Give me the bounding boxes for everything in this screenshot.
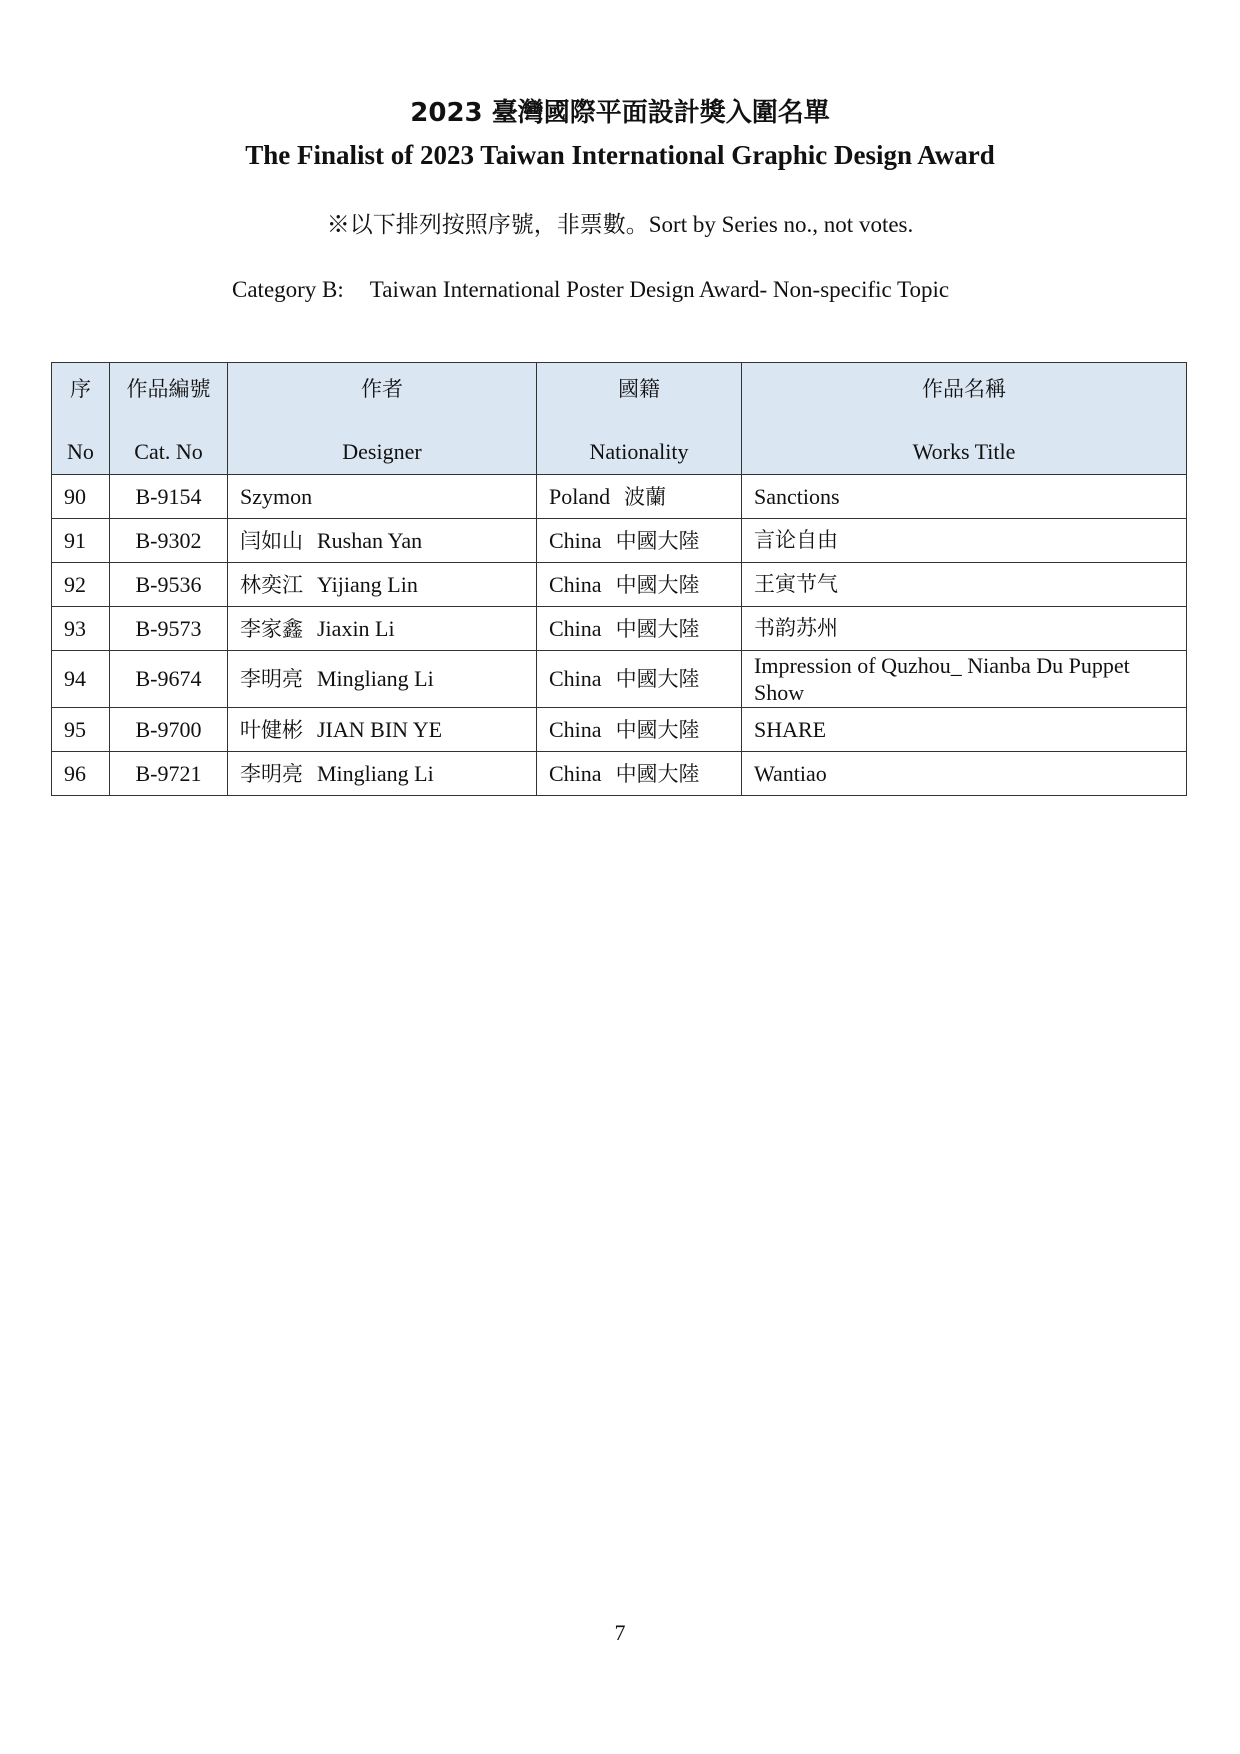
table-row xyxy=(52,563,1187,607)
cell-works-title: 王寅节气 xyxy=(742,563,1187,607)
cell-nationality: China 中國大陸 xyxy=(537,708,742,752)
cell-no: 94 xyxy=(52,651,110,708)
header-works-title: 作品名稱 Works Title xyxy=(742,363,1187,475)
cell-works-title: 书韵苏州 xyxy=(742,607,1187,651)
table-header-row xyxy=(52,363,1187,475)
cell-designer: 叶健彬 JIAN BIN YE xyxy=(228,708,537,752)
cell-designer: 李家鑫 Jiaxin Li xyxy=(228,607,537,651)
cell-nationality: Poland 波蘭 xyxy=(537,475,742,519)
cell-nationality: China 中國大陸 xyxy=(537,519,742,563)
cell-no: 91 xyxy=(52,519,110,563)
header-no: 序 No xyxy=(52,363,110,475)
table-row xyxy=(52,708,1187,752)
category-label: Category B: xyxy=(232,277,344,302)
cell-nationality: China 中國大陸 xyxy=(537,752,742,796)
table-row xyxy=(52,651,1187,708)
cell-designer: 林奕江 Yijiang Lin xyxy=(228,563,537,607)
cell-cat-no: B-9700 xyxy=(110,708,228,752)
cell-works-title: SHARE xyxy=(742,708,1187,752)
table-row xyxy=(52,475,1187,519)
cell-cat-no: B-9721 xyxy=(110,752,228,796)
cell-no: 93 xyxy=(52,607,110,651)
cell-no: 92 xyxy=(52,563,110,607)
cell-designer: 李明亮 Mingliang Li xyxy=(228,651,537,708)
cell-cat-no: B-9674 xyxy=(110,651,228,708)
cell-cat-no: B-9573 xyxy=(110,607,228,651)
cell-works-title: Impression of Quzhou_ Nianba Du Puppet Show xyxy=(742,651,1187,708)
table-row xyxy=(52,607,1187,651)
cell-no: 96 xyxy=(52,752,110,796)
table-row xyxy=(52,752,1187,796)
page-title-english: The Finalist of 2023 Taiwan International Graphic Design Award xyxy=(245,140,995,170)
page-number: 7 xyxy=(614,1620,626,1645)
table-row xyxy=(52,519,1187,563)
cell-nationality: China 中國大陸 xyxy=(537,563,742,607)
cell-works-title: Sanctions xyxy=(742,475,1187,519)
cell-no: 90 xyxy=(52,475,110,519)
header-cat-no: 作品編號 Cat. No xyxy=(110,363,228,475)
header-nationality: 國籍 Nationality xyxy=(537,363,742,475)
category-title: Taiwan International Poster Design Award- Non-specific Topic xyxy=(369,277,950,302)
page-title-chinese: 2023 臺灣國際平面設計獎入圍名單 xyxy=(410,98,830,128)
sort-note: ※以下排列按照序號，非票數。Sort by Series no., not votes. xyxy=(326,212,914,237)
category-line xyxy=(232,275,949,305)
cell-cat-no: B-9536 xyxy=(110,563,228,607)
cell-nationality: China 中國大陸 xyxy=(537,607,742,651)
cell-works-title: Wantiao xyxy=(742,752,1187,796)
cell-cat-no: B-9154 xyxy=(110,475,228,519)
cell-cat-no: B-9302 xyxy=(110,519,228,563)
cell-designer: Szymon xyxy=(228,475,537,519)
finalist-table xyxy=(51,362,1187,796)
header-designer: 作者 Designer xyxy=(228,363,537,475)
cell-designer: 李明亮 Mingliang Li xyxy=(228,752,537,796)
cell-nationality: China 中國大陸 xyxy=(537,651,742,708)
cell-no: 95 xyxy=(52,708,110,752)
cell-works-title: 言论自由 xyxy=(742,519,1187,563)
cell-designer: 闫如山 Rushan Yan xyxy=(228,519,537,563)
